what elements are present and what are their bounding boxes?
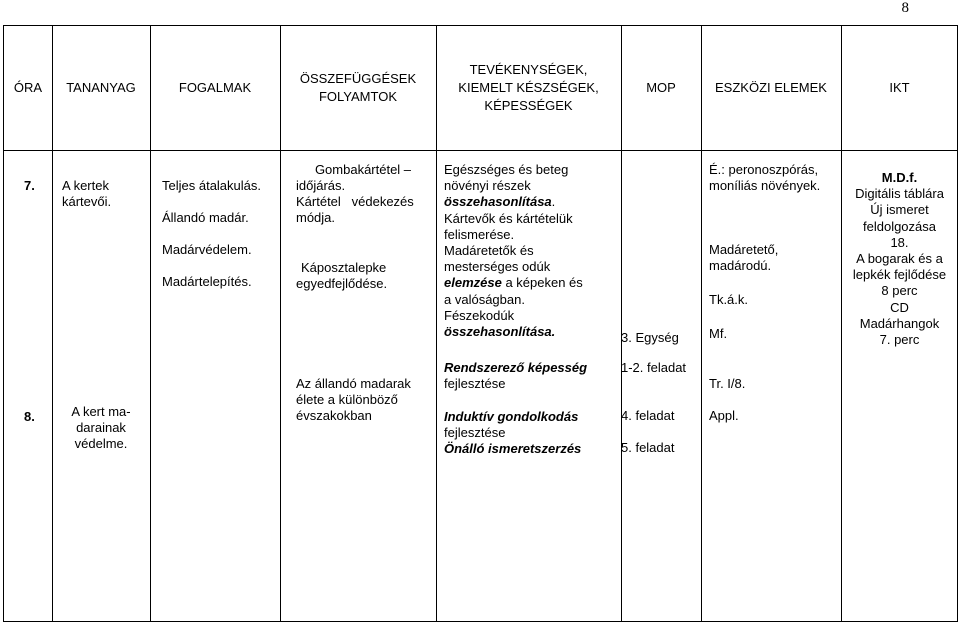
text-line [444, 324, 583, 340]
header-fogalmak: FOGALMAK [178, 80, 252, 95]
text-line: módja. [296, 210, 336, 225]
text-line [444, 409, 587, 425]
text-line [444, 441, 587, 457]
text-line: Káposztalepke [301, 260, 387, 275]
text-span: elemzése [444, 275, 502, 291]
row8-eszkozi [709, 376, 745, 424]
text-line: 4. feladat [621, 408, 675, 423]
text-span: a képeken és [501, 275, 583, 291]
row7-ikt [841, 170, 958, 348]
header-line: KÉPESSÉGEK [484, 98, 573, 113]
text-span: összehasonlítása [444, 194, 552, 210]
text-line: Appl. [709, 408, 739, 423]
row7-eszkozi [709, 162, 820, 342]
text-line [709, 309, 820, 326]
text-line: 5. feladat [621, 440, 675, 455]
header-eszkozi: ESZKÖZI ELEMEK [715, 80, 827, 95]
row7-fogalmak [162, 178, 261, 290]
text-span: összehasonlítása. [444, 323, 556, 339]
text-line [444, 194, 583, 210]
header-divider [4, 150, 957, 151]
text-line [621, 424, 686, 440]
text-line [709, 226, 820, 242]
text-span: Kártevők és kártételük [444, 210, 573, 226]
text-line [444, 162, 583, 178]
text-line: évszakokban [296, 408, 372, 423]
page-number: 8 [901, 0, 909, 16]
text-line: 18. [890, 234, 909, 250]
row8-osszefuggesek [296, 376, 411, 424]
header-line: KIEMELT KÉSZSÉGEK, [458, 80, 599, 95]
row8-tananyag [52, 404, 150, 452]
text-line [444, 211, 583, 227]
text-line: Kártétel védekezés [296, 194, 414, 209]
header-tevekenysegek [436, 61, 621, 115]
text-span: fejlesztése [444, 376, 506, 392]
text-line: egyedfejlődése. [296, 276, 388, 291]
text-line: 1-2. feladat [621, 360, 687, 375]
text-line: madárodú. [709, 258, 772, 273]
text-line: Madártelepítés. [162, 274, 252, 289]
text-line [444, 227, 583, 243]
column-divider [52, 26, 53, 621]
column-divider [150, 26, 151, 621]
text-span: Fészekodúk [444, 307, 515, 323]
header-line: ÖSSZEFÜGGÉSEK [299, 71, 417, 86]
row8-tevekenysegek [444, 360, 587, 457]
text-line [162, 258, 261, 274]
column-divider [621, 26, 622, 621]
header-tananyag: TANANYAG [66, 80, 136, 95]
text-line: A kertek [62, 178, 109, 193]
row7-tananyag [62, 178, 111, 210]
text-line [444, 292, 583, 308]
text-line [162, 226, 261, 242]
text-line: Madárvédelem. [162, 242, 252, 257]
text-line [621, 392, 686, 408]
row7-mop: 3. Egység [621, 330, 679, 345]
text-line: Gombakártétel – [314, 162, 412, 177]
text-line [444, 425, 587, 441]
header-osszefuggesek [280, 70, 436, 106]
text-line [444, 243, 583, 259]
text-line [709, 392, 745, 408]
text-span: . [551, 194, 556, 210]
text-line [444, 376, 587, 392]
column-divider [280, 26, 281, 621]
text-line: M.D.f. [881, 170, 918, 185]
row7-osszefuggesek [280, 162, 436, 292]
text-line [444, 360, 587, 376]
text-span: Önálló ismeretszerzés [444, 440, 582, 456]
text-line [444, 275, 583, 291]
header-line: FOLYAMTOK [318, 89, 397, 104]
text-line: Teljes átalakulás. [162, 178, 261, 193]
text-span: felismerése. [444, 226, 515, 242]
text-line: Madárhangok [859, 315, 940, 331]
text-line: 8 perc [881, 283, 918, 299]
text-line [444, 392, 587, 408]
header-ikt: IKT [889, 80, 910, 95]
text-line [621, 376, 686, 392]
text-line: Digitális táblára [855, 186, 944, 202]
row8-ora: 8. [24, 409, 35, 424]
text-line [709, 194, 820, 210]
text-line [162, 194, 261, 210]
text-line: darainak [76, 420, 126, 435]
text-span: Induktív gondolkodás [444, 408, 579, 424]
text-line: kártevői. [62, 194, 112, 209]
text-span: mesterséges odúk [444, 259, 551, 275]
text-line [280, 226, 436, 242]
row7-tevekenysegek [444, 162, 583, 340]
text-span: növényi részek [444, 178, 531, 194]
text-line: Tr. I/8. [709, 376, 746, 391]
header-line: TEVÉKENYSÉGEK, [469, 62, 588, 77]
text-line: CD [890, 299, 909, 315]
header-ora: ÓRA [13, 80, 43, 95]
text-span: Madáretetők és [444, 242, 534, 258]
text-line [444, 178, 583, 194]
text-line: Állandó madár. [162, 210, 249, 225]
text-line [280, 242, 436, 260]
text-line [444, 259, 583, 275]
text-line: Új ismeret [870, 202, 929, 218]
text-span: Egészséges és beteg [444, 162, 569, 177]
text-line: Tk.á.k. [709, 292, 749, 307]
text-line: Madáretető, [709, 242, 779, 257]
text-line: Az állandó madarak [296, 376, 411, 391]
text-line: A kert ma- [71, 404, 131, 419]
text-line: moníliás növények. [709, 178, 821, 193]
text-line: lepkék fejlődése [852, 267, 947, 283]
text-span: fejlesztése [444, 424, 506, 440]
text-span: Rendszerező képesség [444, 360, 588, 375]
text-line: védelme. [74, 436, 128, 451]
header-mop: MOP [646, 80, 676, 95]
text-span: a valóságban. [444, 291, 525, 307]
column-divider [701, 26, 702, 621]
text-line [709, 210, 820, 226]
text-line: időjárás. [296, 178, 346, 193]
text-line: élete a különböző [296, 392, 398, 407]
text-line [444, 308, 583, 324]
text-line [709, 275, 820, 292]
row8-mop [621, 360, 686, 456]
text-line: 7. perc [879, 332, 920, 348]
text-line: A bogarak és a [856, 251, 943, 267]
column-divider [436, 26, 437, 621]
text-line: Mf. [709, 326, 728, 341]
row7-ora: 7. [24, 178, 35, 193]
text-line: É.: peronoszpórás, [709, 162, 819, 177]
text-line: feldolgozása [863, 218, 936, 234]
